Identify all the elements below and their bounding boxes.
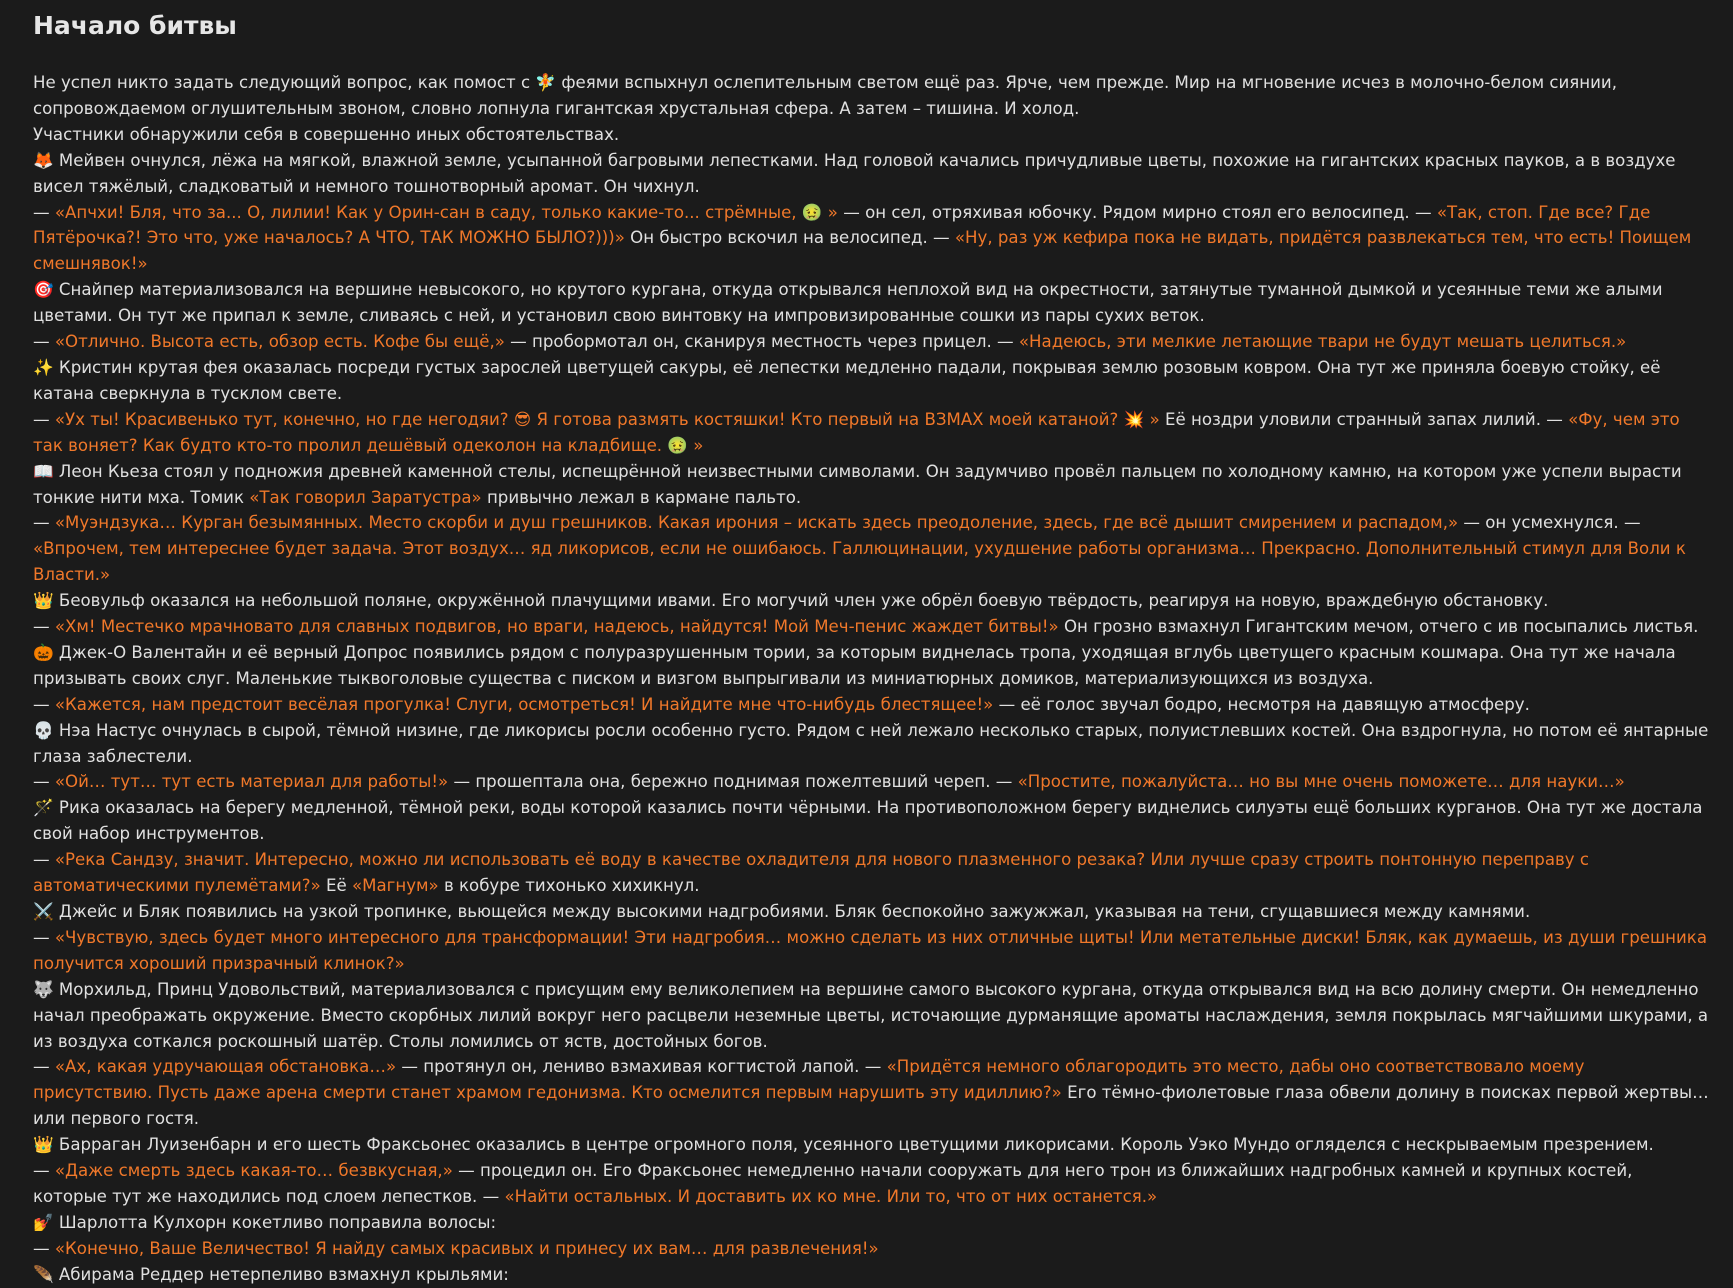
dialogue-quote: «Даже смерть здесь какая-то… безвкусная,»: [54, 1161, 453, 1181]
narration-text: в кобуре тихонько хихикнул.: [438, 876, 700, 896]
narration-text: — процедил он. Его Фраксьонес немедленно начали сооружать для него трон из ближайших надгробных камней и крупных костей, которые тут же находились под слоем лепестков. —: [33, 1161, 1633, 1206]
dialogue-quote: «Конечно, Ваше Величество! Я найду самых красивых и принесу их вам… для развлечения!»: [54, 1238, 879, 1258]
story-paragraph: [33, 588, 1709, 614]
narration-text: 🪶 Абирама Реддер нетерпеливо взмахнул крыльями:: [33, 1264, 509, 1284]
story-paragraph: [33, 122, 1709, 148]
narration-text: — протянул он, лениво взмахивая когтистой лапой. —: [396, 1057, 887, 1077]
story-paragraph: [33, 925, 1709, 977]
dialogue-quote: «Ну, раз уж кефира пока не видать, придётся развлекаться тем, что есть! Поищем смешнявок!»: [33, 228, 1692, 274]
narration-text: — прошептала она, бережно поднимая пожелтевший череп. —: [448, 772, 1018, 792]
narration-text: —: [33, 772, 55, 792]
story-paragraph: [33, 329, 1709, 355]
narration-text: Он быстро вскочил на велосипед. —: [624, 228, 955, 248]
story-paragraph: [33, 407, 1709, 459]
narration-text: 🎯 Снайпер материализовался на вершине невысокого, но крутого кургана, откуда открывался неплохой вид на окрестности, затянутые туманной дымкой и усеянные теми же алыми цветами. Он тут же припал к земле, сливаясь с ней, и установил свою винтовку на импровизированные сошки из пары сухих веток.: [33, 280, 1663, 326]
dialogue-quote: «Найти остальных. И доставить их ко мне. Или то, что от них останется.»: [504, 1186, 1158, 1206]
narration-text: —: [33, 694, 55, 714]
story-paragraph: [33, 692, 1709, 718]
dialogue-quote: «Апчхи! Бля, что за... О, лилии! Как у Орин-сан в саду, только какие-то... стрёмные, 🤢 »: [54, 202, 838, 222]
narration-text: —: [33, 202, 55, 222]
dialogue-quote: «Так, стоп. Где все? Где Пятёрочка?! Это что, уже началось? А ЧТО, ТАК МОЖНО БЫЛО?)))»: [33, 202, 1651, 248]
narration-text: 🐺 Морхильд, Принц Удовольствий, материализовался с присущим ему великолепием на вершине самого высокого кургана, откуда открывался вид на всю долину смерти. Он немедленно начал преображать окружение. Вместо скорбных лилий вокруг него расцвели неземные цветы, источающие дурманящие ароматы наслаждения, земля покрылась мягчайшими шкурами, а из воздуха соткался роскошный шатёр. Столы ломились от яств, достойных богов.: [33, 979, 1709, 1051]
narration-text: —: [33, 1161, 55, 1181]
story-paragraph: [33, 899, 1709, 925]
story-paragraph: [33, 718, 1709, 770]
dialogue-quote: «Река Сандзу, значит. Интересно, можно ли использовать её воду в качестве охладителя для нового плазменного резака? Или лучше сразу строить понтонную переправу с автоматическими пулемётами?»: [33, 850, 1589, 896]
narration-text: —: [33, 927, 55, 947]
narration-text: 🪄 Рика оказалась на берегу медленной, тёмной реки, воды которой казались почти чёрными. На противоположном берегу виднелись силуэты ещё больших курганов. Она тут же достала свой набор инструментов.: [33, 798, 1703, 844]
story-paragraph: [33, 510, 1709, 588]
narration-text: —: [33, 332, 55, 352]
narration-text: привычно лежал в кармане пальто.: [481, 487, 802, 507]
narration-text: 📖 Леон Кьеза стоял у подножия древней каменной стелы, испещрённой неизвестными символами. Он задумчиво провёл пальцем по холодному камню, на котором уже успели вырасти тонкие нити мха. Томик: [33, 461, 1682, 507]
narration-text: Не успел никто задать следующий вопрос, как помост с 🧚 феями вспыхнул ослепительным светом ещё раз. Ярче, чем прежде. Мир на мгновение исчез в молочно-белом сиянии, сопровождаемом оглушительным звоном, словно лопнула гигантская хрустальная сфера. А затем – тишина. И холод.: [33, 73, 1617, 118]
story-paragraph: [33, 355, 1709, 407]
story-paragraph: [33, 277, 1709, 329]
narration-text: Он грозно взмахнул Гигантским мечом, отчего с ив посыпались листья.: [1058, 617, 1699, 637]
story-paragraph: [33, 70, 1709, 122]
story-paragraph: [33, 1210, 1709, 1236]
dialogue-quote: «Хм! Местечко мрачновато для славных подвигов, но враги, надеюсь, найдутся! Мой Меч-пенис жаждет битвы!»: [54, 617, 1059, 637]
narration-text: ✨ Кристин крутая фея оказалась посреди густых зарослей цветущей сакуры, её лепестки медленно падали, покрывая землю розовым ковром. Она тут же приняла боевую стойку, её катана сверкнула в тусклом свете.: [33, 357, 1661, 403]
story-paragraph: [33, 200, 1709, 278]
story-paragraph: [33, 1158, 1709, 1210]
story-paragraph: [33, 1054, 1709, 1132]
story-paragraph: [33, 459, 1709, 511]
dialogue-quote: «Фу, чем это так воняет? Как будто кто-то пролил дешёвый одеколон на кладбище. 🤢 »: [33, 409, 1680, 455]
story-content: [33, 70, 1709, 1288]
narration-text: —: [33, 409, 55, 429]
story-paragraph: [33, 795, 1709, 847]
dialogue-quote: «Так говорил Заратустра»: [249, 487, 482, 507]
story-paragraph: [33, 614, 1709, 640]
narration-text: Его тёмно-фиолетовые глаза обвели долину в поисках первой жертвы… или первого гостя.: [33, 1083, 1709, 1129]
narration-text: 👑 Барраган Луизенбарн и его шесть Фраксьонес оказались в центре огромного поля, усеянного цветущими ликорисами. Король Уэко Мундо огляделся с нескрываемым презрением.: [33, 1135, 1654, 1155]
narration-text: —: [33, 513, 55, 533]
narration-text: Её ноздри уловили странный запах лилий. —: [1159, 409, 1569, 429]
dialogue-quote: «Отлично. Высота есть, обзор есть. Кофе бы ещё,»: [54, 332, 505, 352]
dialogue-quote: «Кажется, нам предстоит весёлая прогулка! Слуги, осмотреться! И найдите мне что-нибудь блестящее!»: [54, 694, 994, 714]
dialogue-quote: «Чувствую, здесь будет много интересного для трансформации! Эти надгробия… можно сделать из них отличные щиты! Или метательные диски! Бляк, как думаешь, из души грешника получится хороший призрачный клинок?»: [33, 927, 1707, 973]
story-paragraph: [33, 977, 1709, 1055]
narration-text: —: [33, 850, 55, 870]
dialogue-quote: «Простите, пожалуйста… но вы мне очень поможете… для науки…»: [1017, 772, 1625, 792]
story-paragraph: [33, 640, 1709, 692]
dialogue-quote: «Ой… тут… тут есть материал для работы!»: [54, 772, 449, 792]
narration-text: Её: [320, 876, 352, 896]
narration-text: 💀 Нэа Настус очнулась в сырой, тёмной низине, где ликорисы росли особенно густо. Рядом с ней лежало несколько старых, полуистлевших костей. Она вздрогнула, но потом её янтарные глаза заблестели.: [33, 720, 1709, 766]
narration-text: — пробормотал он, сканируя местность через прицел. —: [504, 332, 1019, 352]
dialogue-quote: «Ах, какая удручающая обстановка…»: [54, 1057, 397, 1077]
story-paragraph: [33, 847, 1709, 899]
dialogue-quote: «Придётся немного облагородить это место, дабы оно соответствовало моему присутствию. Пусть даже арена смерти станет храмом гедонизма. Кто осмелится первым нарушить эту идиллию?»: [33, 1057, 1585, 1103]
narration-text: 🦊 Мейвен очнулся, лёжа на мягкой, влажной земле, усыпанной багровыми лепестками. Над головой качались причудливые цветы, похожие на гигантских красных пауков, а в воздухе висел тяжёлый, сладковатый и немного тошнотворный аромат. Он чихнул.: [33, 150, 1676, 196]
story-paragraph: [33, 1262, 1709, 1288]
story-paragraph: [33, 148, 1709, 200]
narration-text: —: [33, 1057, 55, 1077]
narration-text: 🎃 Джек-О Валентайн и её верный Допрос появились рядом с полуразрушенным тории, за которым виднелась тропа, уходящая вглубь цветущего красным кошмара. Она тут же начала призывать своих слуг. Маленькие тыквоголовые существа с писком и визгом выпрыгивали из миниатюрных домиков, материализующихся из воздуха.: [33, 642, 1676, 688]
narration-text: — он усмехнулся. —: [1458, 513, 1641, 533]
story-paragraph: [33, 1132, 1709, 1158]
dialogue-quote: «Надеюсь, эти мелкие летающие твари не будут мешать целиться.»: [1018, 332, 1627, 352]
narration-text: Участники обнаружили себя в совершенно иных обстоятельствах.: [33, 124, 620, 144]
story-paragraph: [33, 1236, 1709, 1262]
narration-text: —: [33, 617, 55, 637]
narration-text: — он сел, отряхивая юбочку. Рядом мирно стоял его велосипед. —: [837, 202, 1437, 222]
narration-text: —: [33, 1238, 55, 1258]
narration-text: 💅 Шарлотта Кулхорн кокетливо поправила волосы:: [33, 1212, 497, 1232]
narration-text: — её голос звучал бодро, несмотря на давящую атмосферу.: [993, 694, 1530, 714]
dialogue-quote: «Муэндзука… Курган безымянных. Место скорби и душ грешников. Какая ирония – искать здесь преодоление, здесь, где всё дышит смирением и распадом,»: [54, 513, 1459, 533]
story-paragraph: [33, 769, 1709, 795]
narration-text: ⚔️ Джейс и Бляк появились на узкой тропинке, вьющейся между высокими надгробиями. Бляк беспокойно зажужжал, указывая на тени, сгущавшиеся между камнями.: [33, 902, 1531, 921]
page-title: Начало битвы: [33, 11, 237, 40]
dialogue-quote: «Ух ты! Красивенько тут, конечно, но где негодяи? 😎 Я готова размять костяшки! Кто первый на ВЗМАХ моей катаной? 💥 »: [54, 409, 1160, 429]
dialogue-quote: «Магнум»: [351, 876, 439, 896]
narration-text: 👑 Беовульф оказался на небольшой поляне, окружённой плачущими ивами. Его могучий член уже обрёл боевую твёрдость, реагируя на новую, враждебную обстановку.: [33, 591, 1549, 611]
dialogue-quote: «Впрочем, тем интереснее будет задача. Этот воздух… яд ликорисов, если не ошибаюсь. Галлюцинации, ухудшение работы организма… Прекрасно. Дополнительный стимул для Воли к Власти.»: [33, 539, 1686, 585]
